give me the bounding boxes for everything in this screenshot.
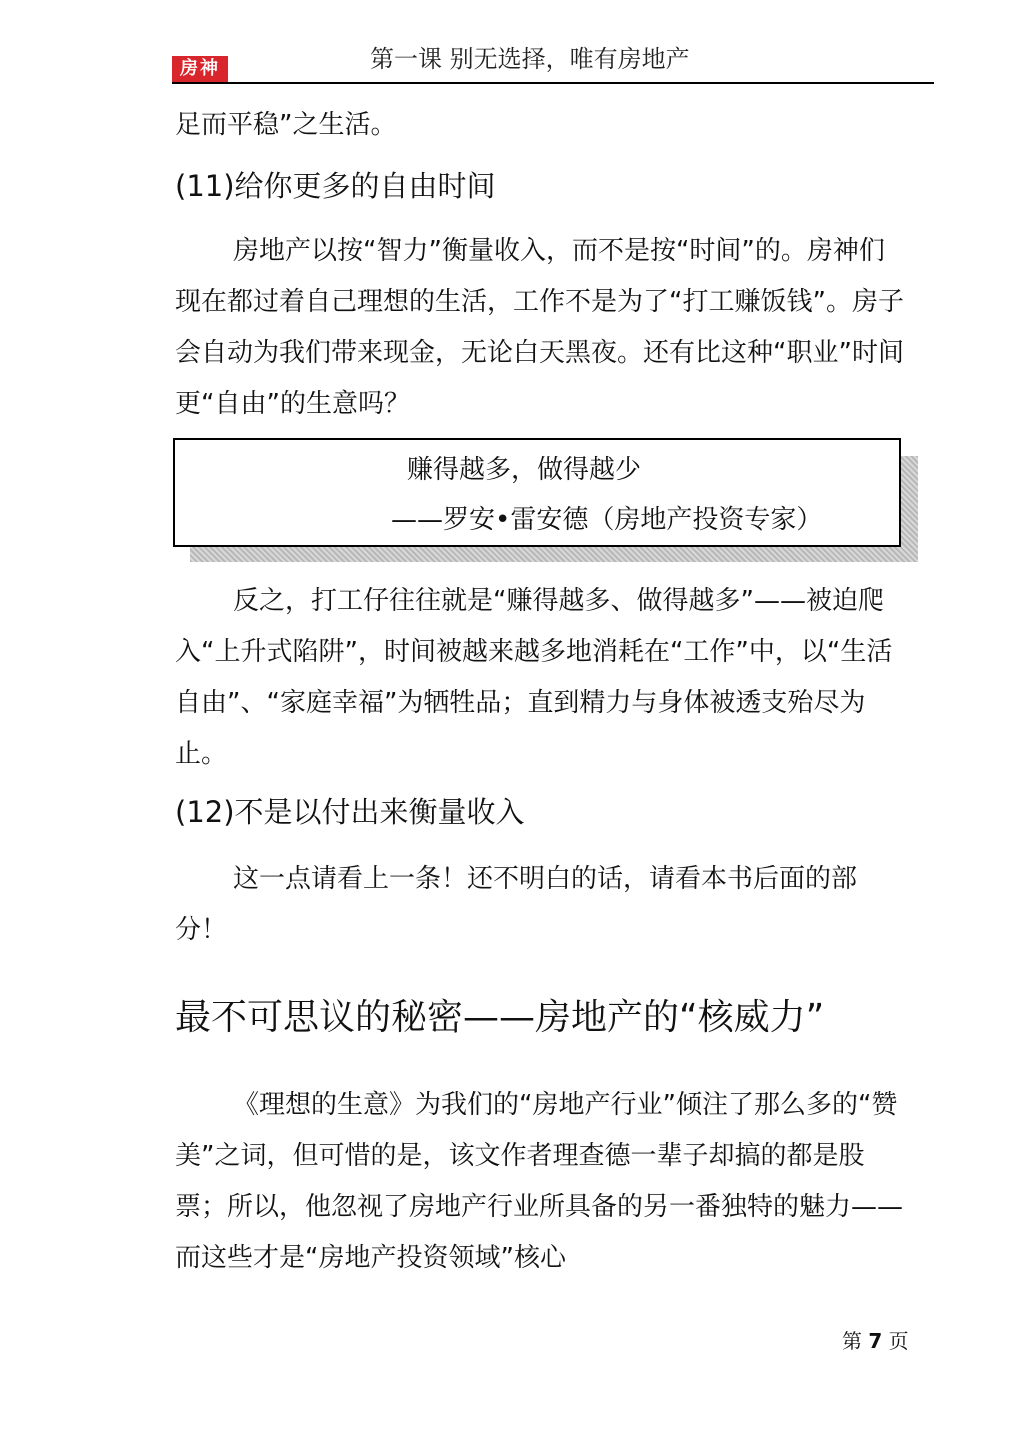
quote-author: ——罗安•雷安德（房地产投资专家）: [391, 505, 823, 535]
header-divider: [172, 82, 934, 84]
page-number: [842, 1326, 909, 1356]
page-prefix: 第: [842, 1329, 862, 1353]
section-title: 最不可思议的秘密——房地产的“核威力”: [175, 997, 825, 1038]
paragraph-section: 《理想的生意》为我们的“房地产行业”倾注了那么多的“赞美”之词，但可惜的是，该文作者理查德一辈子却搞的都是股票；所以，他忽视了房地产行业所具备的另一番独特的魅力——而这些才是“房地产投资领域”核心: [175, 1090, 904, 1273]
quote-text: 赚得越多，做得越少: [407, 455, 642, 485]
page-number-value: 7: [868, 1329, 883, 1353]
paragraph-12: 这一点请看上一条！还不明白的话，请看本书后面的部分！: [175, 864, 858, 945]
header-logo: 房神: [172, 56, 228, 82]
subheading-12: (12)不是以付出来衡量收入: [175, 795, 525, 829]
quote-box: [173, 438, 901, 547]
subheading-11: (11)给你更多的自由时间: [175, 169, 496, 203]
paragraph-11: 房地产以按“智力”衡量收入，而不是按“时间”的。房神们现在都过着自己理想的生活，工作不是为了“打工赚饭钱”。房子会自动为我们带来现金，无论白天黑夜。还有比这种“职业”时间更“自由”的生意吗？: [175, 236, 904, 419]
paragraph-contrast: 反之，打工仔往往就是“赚得越多、做得越多”——被迫爬入“上升式陷阱”，时间被越来越多地消耗在“工作”中，以“生活自由”、“家庭幸福”为牺牲品；直到精力与身体被透支殆尽为止。: [175, 586, 893, 769]
page-suffix: 页: [888, 1329, 909, 1353]
header-title: 第一课 别无选择，唯有房地产: [370, 45, 690, 73]
continued-paragraph: 足而平稳”之生活。: [175, 110, 397, 140]
